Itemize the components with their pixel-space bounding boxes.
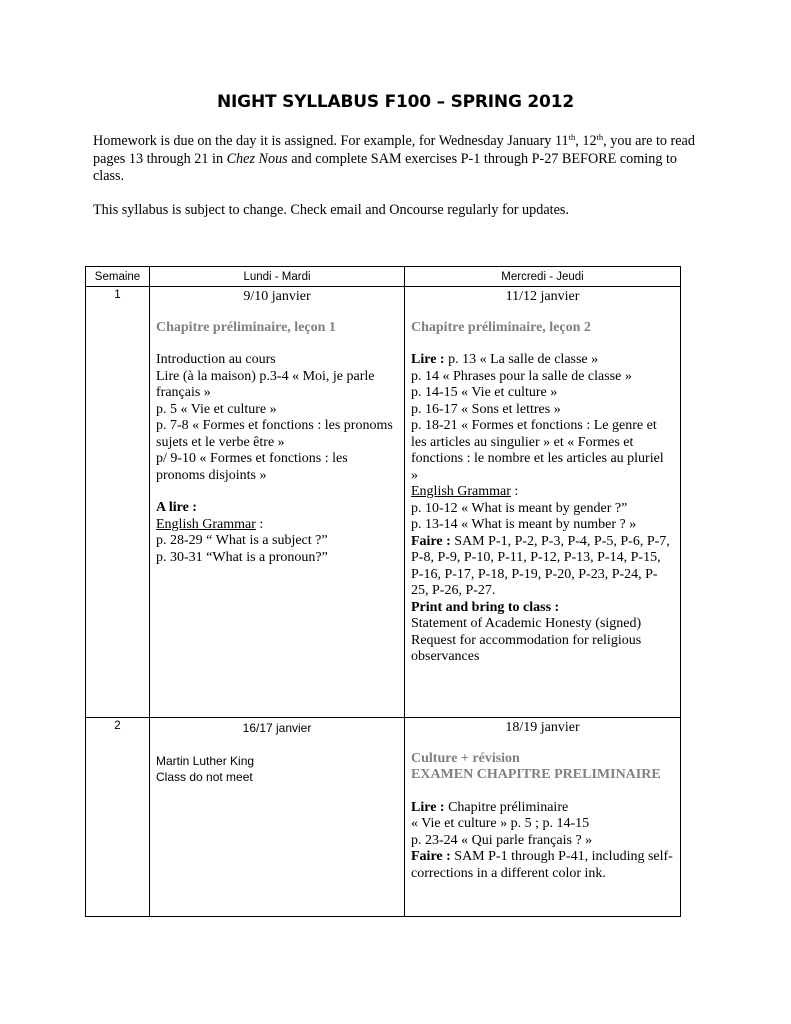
reading-list: Lire : p. 13 « La salle de classe » p. 14 « Phrases pour la salle de classe » p. 14-15 « Vie et culture » p. 16-17 « Sons et lettres » p. 18-21 « Formes et fonctions : Le genre et les articles au singulier » et « Formes et fonctions : le nombre et les articles au pluriel » English Grammar : p. 10-12 « What is meant by gender ?” p. 13-14 « What is meant by number ? » Faire : SAM P-1, P-2, P-3, P-4, P-5, P-6, P-7, P-8, P-9, P-10, P-11, P-12, P-13, P-14, P-15, P-16, P-17, P-18, P-19, P-20, P-23, P-24, P-25, P-26, P-27. Print and bring to class : Statement of Academic Honesty (signed) Request for accommodation for religious observances	[411, 352, 670, 664]
week1-wednesday-cell	[405, 287, 681, 718]
reading-list: Lire : Chapitre préliminaire « Vie et culture » p. 5 ; p. 14-15 p. 23-24 « Qui parle français ? » Faire : SAM P-1 through P-41, including self-corrections in a different color ink.	[411, 799, 673, 881]
chapter-heading: Chapitre préliminaire, leçon 1	[156, 319, 336, 335]
header-semaine: Semaine	[86, 267, 150, 287]
syllabus-table	[85, 266, 681, 917]
header-mercredi-jeudi: Mercredi - Jeudi	[405, 267, 681, 287]
date-label: 9/10 janvier	[243, 289, 311, 304]
intro-text	[93, 133, 703, 219]
date-label: 16/17 janvier	[242, 721, 312, 735]
holiday-note: Martin Luther King Class do not meet	[156, 753, 255, 784]
table-header-row	[86, 267, 681, 287]
a-lire-section: A lire : English Grammar : p. 28-29 “ What is a subject ?” p. 30-31 “What is a pronoun?”	[156, 500, 328, 565]
chapter-heading: Chapitre préliminaire, leçon 2	[411, 319, 591, 335]
header-lundi-mardi: Lundi - Mardi	[150, 267, 405, 287]
week-number: 1	[86, 287, 150, 718]
week1-monday-cell	[150, 287, 405, 718]
chapter-heading: Culture + révision EXAMEN CHAPITRE PRELIMINAIRE	[411, 750, 661, 782]
week2-monday-cell	[150, 718, 405, 917]
date-label: 18/19 janvier	[505, 720, 580, 735]
lesson-list: Introduction au cours Lire (à la maison) p.3-4 « Moi, je parle français » p. 5 « Vie et culture » p. 7-8 « Formes et fonctions : les pronoms sujets et le verbe être » p/ 9-10 « Formes et fonctions : les pronoms disjoints »	[156, 352, 393, 483]
week2-wednesday-cell	[405, 718, 681, 917]
page-title: NIGHT SYLLABUS F100 – SPRING 2012	[217, 92, 574, 112]
week-number: 2	[86, 718, 150, 917]
change-notice: This syllabus is subject to change. Check email and Oncourse regularly for updates.	[93, 201, 569, 218]
date-label: 11/12 janvier	[505, 289, 580, 304]
table-row	[86, 287, 681, 718]
table-row	[86, 718, 681, 917]
homework-paragraph: Homework is due on the day it is assigned. For example, for Wednesday January 11th, 12th, you are to read pages 13 through 21 in Chez Nous and complete SAM exercises P-1 through P-27 BEFORE coming to class.	[93, 132, 695, 184]
